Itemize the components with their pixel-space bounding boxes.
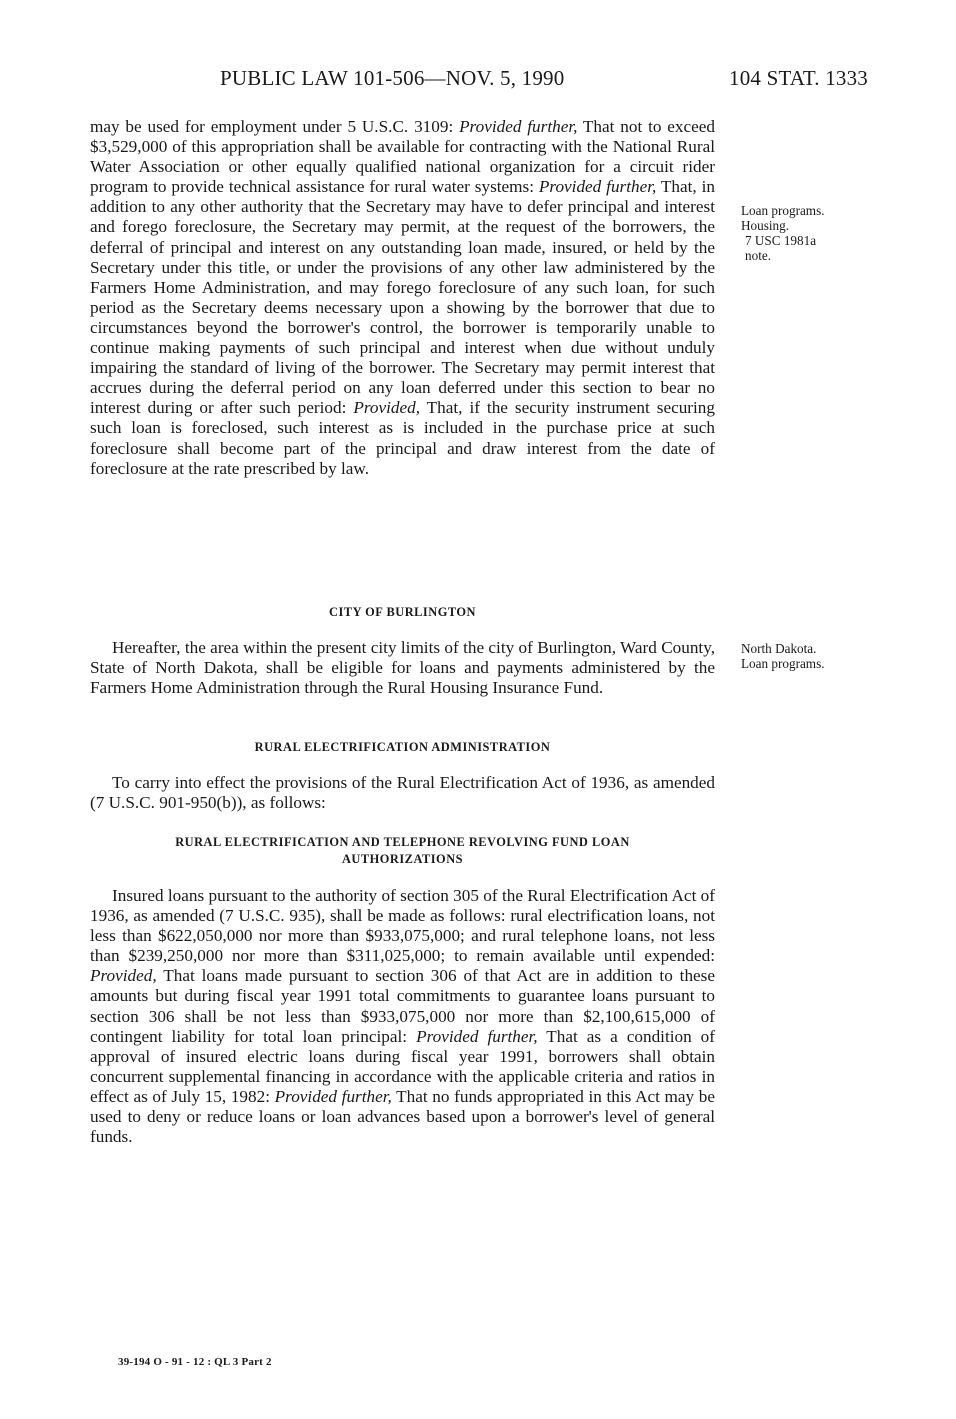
section-heading-revolving-fund: RURAL ELECTRIFICATION AND TELEPHONE REVOLVING FUND LOAN AUTHORIZATIONS — [175, 835, 630, 866]
page-header — [220, 66, 868, 96]
body-paragraph-insured-loans: Insured loans pursuant to the authority of section 305 of the Rural Electrification Act of 1936, as amended (7 U.S.C. 935), shall be made as follows: rural electrification loans, not less than $622,050,000 nor more than $933,075,000; and rural telephone loans, not less than $239,250,000 nor more than $311,025,000; to remain available until expended: Provided, That loans made pursuant to section 306 of that Act are in addition to these amounts but during fiscal year 1991 total commitments to guarantee loans pursuant to section 306 shall be not less than $933,075,000 nor more than $2,100,615,000 of contingent liability for total loan principal: Provided further, That as a condition of approval of insured electric loans during fiscal year 1991, borrowers shall obtain concurrent supplemental financing in accordance with the applicable criteria and ratios in effect as of July 15, 1982: Provided further, That no funds appropriated in this Act may be used to deny or reduce loans or loan advances based upon a borrower's level of general funds. — [90, 886, 716, 1147]
section-heading-burlington: CITY OF BURLINGTON — [329, 605, 476, 619]
margin-note-north-dakota: North Dakota. Loan programs. — [741, 641, 825, 671]
body-paragraph-rea: To carry into effect the provisions of the Rural Electrification Act of 1936, as amended (7 U.S.C. 901-950(b)), as follows: — [90, 773, 715, 813]
body-paragraph-burlington: Hereafter, the area within the present city limits of the city of Burlington, Ward County, State of North Dakota, shall be eligible for loans and payments administered by the Farmers Home Administration through the Rural Housing Insurance Fund. — [90, 638, 715, 698]
section-heading-rea: RURAL ELECTRIFICATION ADMINISTRATION — [254, 740, 551, 754]
running-title: PUBLIC LAW 101-506—NOV. 5, 1990 — [220, 66, 565, 90]
margin-note-loan-programs-housing: Loan programs. Housing. 7 USC 1981a note. — [741, 203, 825, 263]
page-citation: 104 STAT. 1333 — [729, 66, 868, 90]
body-paragraph-deferral: may be used for employment under 5 U.S.C. 3109: Provided further, That not to exceed $3,529,000 of this appropriation shall be available for contracting with the National Rural Water Association or other equally qualified national organization for a circuit rider program to provide technical assistance for rural water systems: Provided further, That, in addition to any other authority that the Secretary may have to defer principal and interest and forego foreclosure, the Secretary may permit, at the request of the borrowers, the deferral of principal and interest on any outstanding loan made, insured, or held by the Secretary under this title, or under the provisions of any other law administered by the Farmers Home Administration, and may forego foreclosure of any such loan, for such period as the Secretary deems necessary upon a showing by the borrower that due to circumstances beyond the borrower's control, the borrower is temporarily unable to continue making payments of such principal and interest when due without unduly impairing the standard of living of the borrower. The Secretary may permit interest that accrues during the deferral period on any loan deferred under this section to bear no interest during or after such period: Provided, That, if the security instrument securing such loan is foreclosed, such interest as is included in the purchase price at such foreclosure shall become part of the principal and draw interest from the date of foreclosure at the rate prescribed by law. — [90, 117, 715, 478]
print-footer: 39-194 O - 91 - 12 : QL 3 Part 2 — [118, 1356, 272, 1368]
